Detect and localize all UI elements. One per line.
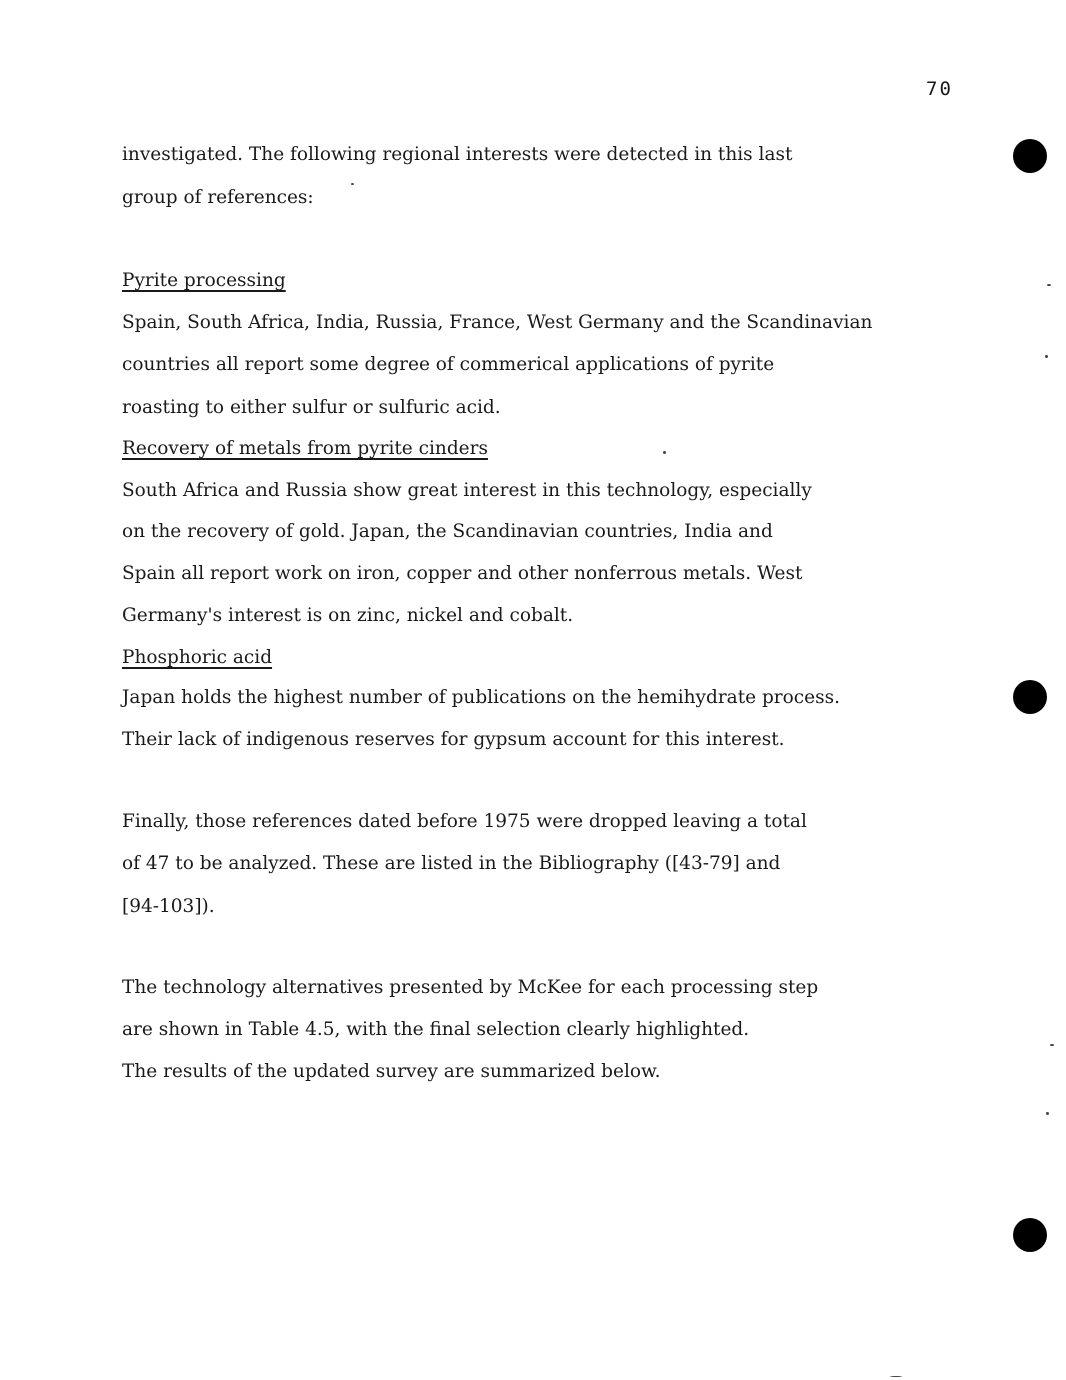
cinders-line-1: South Africa and Russia show great interest in this technology, especially xyxy=(122,480,812,501)
cinders-line-4: Germany's interest is on zinc, nickel and cobalt. xyxy=(122,605,574,626)
cinders-line-3: Spain all report work on iron, copper and other nonferrous metals. West xyxy=(122,563,803,584)
pyrite-line-2: countries all report some degree of commerical applications of pyrite xyxy=(122,354,775,375)
cinders-heading: Recovery of metals from pyrite cinders xyxy=(122,438,488,459)
finally-line-2: of 47 to be analyzed. These are listed in the Bibliography ([43-79] and xyxy=(122,853,781,874)
phosphoric-line-1: Japan holds the highest number of publications on the hemihydrate process. xyxy=(122,687,840,708)
phosphoric-heading: Phosphoric acid xyxy=(122,647,273,668)
punch-hole-bottom xyxy=(1013,1218,1047,1252)
alternatives-line-1: The technology alternatives presented by McKee for each processing step xyxy=(122,977,819,998)
cinders-line-2: on the recovery of gold. Japan, the Scandinavian countries, India and xyxy=(122,521,773,542)
punch-hole-middle xyxy=(1013,680,1047,714)
scan-speck xyxy=(1046,1112,1049,1115)
scan-speck xyxy=(1047,284,1051,286)
intro-line-2: group of references: xyxy=(122,187,314,208)
alternatives-line-2: are shown in Table 4.5, with the final selection clearly highlighted. xyxy=(122,1019,750,1040)
scan-speck xyxy=(890,1376,902,1377)
phosphoric-line-2: Their lack of indigenous reserves for gypsum account for this interest. xyxy=(122,729,785,750)
scan-speck xyxy=(1050,1044,1054,1046)
alternatives-line-3: The results of the updated survey are summarized below. xyxy=(122,1061,661,1082)
finally-line-3: [94-103]). xyxy=(122,896,215,917)
scan-speck xyxy=(351,183,354,185)
page-number: 70 xyxy=(926,78,953,100)
pyrite-line-1: Spain, South Africa, India, Russia, France, West Germany and the Scandinavian xyxy=(122,312,873,333)
finally-line-1: Finally, those references dated before 1975 were dropped leaving a total xyxy=(122,811,807,832)
pyrite-heading: Pyrite processing xyxy=(122,270,286,291)
intro-line-1: investigated. The following regional interests were detected in this last xyxy=(122,144,793,165)
pyrite-line-3: roasting to either sulfur or sulfuric acid. xyxy=(122,397,501,418)
punch-hole-top xyxy=(1013,139,1047,173)
scan-speck xyxy=(663,451,666,454)
scan-speck xyxy=(1045,355,1048,358)
